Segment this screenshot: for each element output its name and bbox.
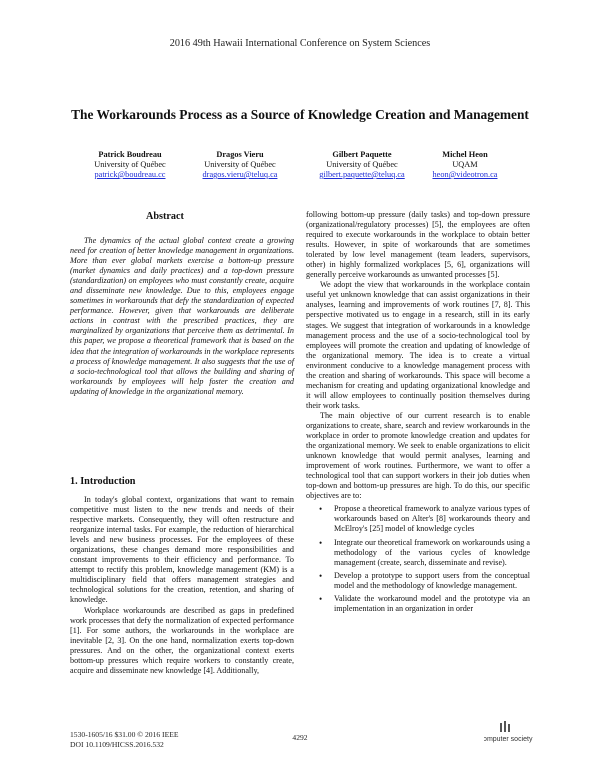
author-affiliation: University of Québec bbox=[326, 160, 398, 169]
right-column bbox=[306, 210, 530, 614]
author-name: Patrick Boudreau bbox=[98, 150, 162, 159]
author-email-link[interactable]: dragos.vieru@teluq.ca bbox=[202, 170, 278, 179]
footer-line: 1530-1605/16 $31.00 © 2016 IEEE bbox=[70, 730, 179, 739]
logo-text: computer society bbox=[484, 736, 533, 743]
page-number: 4292 bbox=[292, 733, 308, 742]
author-affiliation: University of Québec bbox=[94, 160, 166, 169]
list-item: • Validate the workaround model and the prototype via an implementation in an organization in order bbox=[306, 594, 530, 614]
abstract-text bbox=[70, 236, 294, 397]
computer-society-logo bbox=[484, 721, 534, 755]
paper-title: The Workarounds Process as a Source of Knowledge Creation and Management bbox=[71, 107, 529, 122]
abstract-heading: Abstract bbox=[146, 211, 184, 222]
author-email-link[interactable]: patrick@boudreau.cc bbox=[94, 170, 166, 179]
author-name: Michel Heon bbox=[442, 150, 488, 159]
intro-paragraph-1: In today's global context, organizations that want to remain competitive must listen to the new trends and needs of their respective markets. Consequently, they will often restructure and reorganize internal tasks. For example, the reduction of hierarchical levels and new business processes. For the employees of these organizations, these changes demand more responsibilities and constant improvements to their efficiency and performance. To attempt to rectify this problem, knowledge management (KM) is a multidisciplinary field that offers management strategies and technological solutions for the creation, retention, and sharing of knowledge. bbox=[70, 495, 294, 605]
author-email-link[interactable]: heon@videotron.ca bbox=[432, 170, 498, 179]
footer-doi: DOI 10.1109/HICSS.2016.532 bbox=[70, 740, 164, 749]
right-paragraph-3: The main objective of our current research is to enable organizations to create, share, search and review workarounds in the workplace in order to promote knowledge creation and updates for the organizational memory. We seek to enable organizations to elicit unknown knowledge that would permit analyses, learning and improvement of work routines. Furthermore, we want to offer a technological tool that can support workers in their job duties when top-down and bottom-up pressures are high. To do this, our specific objectives are to: bbox=[306, 410, 530, 501]
author-block bbox=[175, 150, 305, 180]
introduction-heading: 1. Introduction bbox=[70, 476, 136, 487]
list-item: • Integrate our theoretical framework on workarounds using a methodology of the various cycles of knowledge management (create, search, disseminate and revise). bbox=[306, 538, 530, 568]
objectives-list bbox=[306, 504, 530, 613]
right-paragraph-2: We adopt the view that workarounds in the workplace contain useful yet unknown knowledge that can assist organizations in their analyses, learning and improvements of work routines [7, 8]. This perspective motivated us to engage in a research, still in its early stages. We suggest that integration of workarounds in a knowledge management process and the use of a socio-technological tool by employees will promote the creation and updating of knowledge of the organizational memory. The idea is to create a virtual environment conducive to a knowledge management process with the creation and sharing of workarounds. This space will become a mechanism for creating and updating organizational knowledge and it will allow employees to continually position themselves during their work tasks. bbox=[306, 280, 530, 410]
computer-society-logo-icon bbox=[484, 721, 534, 755]
list-item: • Develop a prototype to support users from the conceptual model and the methodology of knowledge management. bbox=[306, 571, 530, 591]
author-email-link[interactable]: gilbert.paquette@teluq.ca bbox=[319, 170, 405, 179]
right-paragraph-1: following bottom-up pressure (daily tasks) and top-down pressure (organizational/regulatory processes) [5], the employees are often required to execute workarounds in the workplace to obtain better results. However, in spite of workarounds that are sometimes tolerated by low level management (team leaders, supervisors, other) in highly formalized workplaces [5, 6], organizations will generally perceive workarounds as unwanted processes [5]. bbox=[306, 210, 530, 280]
conference-header: 2016 49th Hawaii International Conference on System Sciences bbox=[169, 38, 431, 49]
author-affiliation: University of Québec bbox=[204, 160, 276, 169]
author-name: Gilbert Paquette bbox=[332, 150, 392, 159]
intro-paragraph-2: Workplace workarounds are described as gaps in predefined work processes that defy the normalization of expected performance [1]. For some authors, the workarounds in the workplace are inevitable [2, 3]. On the one hand, normalization exerts top-down pressures. And on the other, the organizational context exerts bottom-up pressures which require workers to constantly create, acquire and disseminate new knowledge [4]. Additionally, bbox=[70, 605, 294, 675]
introduction-body bbox=[70, 495, 294, 676]
author-affiliation: UQAM bbox=[452, 160, 478, 169]
author-block bbox=[400, 150, 530, 180]
abstract-paragraph: The dynamics of the actual global context create a growing need for creation of better knowledge management in organizations. More than ever global markets exercise a bottom-up pressure (market dynamics and daily practices) and a top-down pressure (standardization) on employees who must constantly create, acquire and disseminate new knowledge. Due to this, employees engage sometimes in workarounds that defy the standardization of expected performance. However, given that workarounds are deliberate actions in contrast with the prescribed practices, they are marginalized by organizations that perceive them as detrimental. In this paper, we propose a theoretical framework that is based on the idea that the integration of workarounds in the workplace represents a process of knowledge management. It also suggests that the use of a socio-technological tool that allows the building and sharing of workarounds by employees will help foster the creation and updating of knowledge in the organizational memory. bbox=[70, 236, 294, 396]
author-name: Dragos Vieru bbox=[216, 150, 264, 159]
list-item: • Propose a theoretical framework to analyze various types of workarounds based on Alter's [8] workarounds theory and McElroy's [25] model of knowledge cycles bbox=[306, 504, 530, 534]
